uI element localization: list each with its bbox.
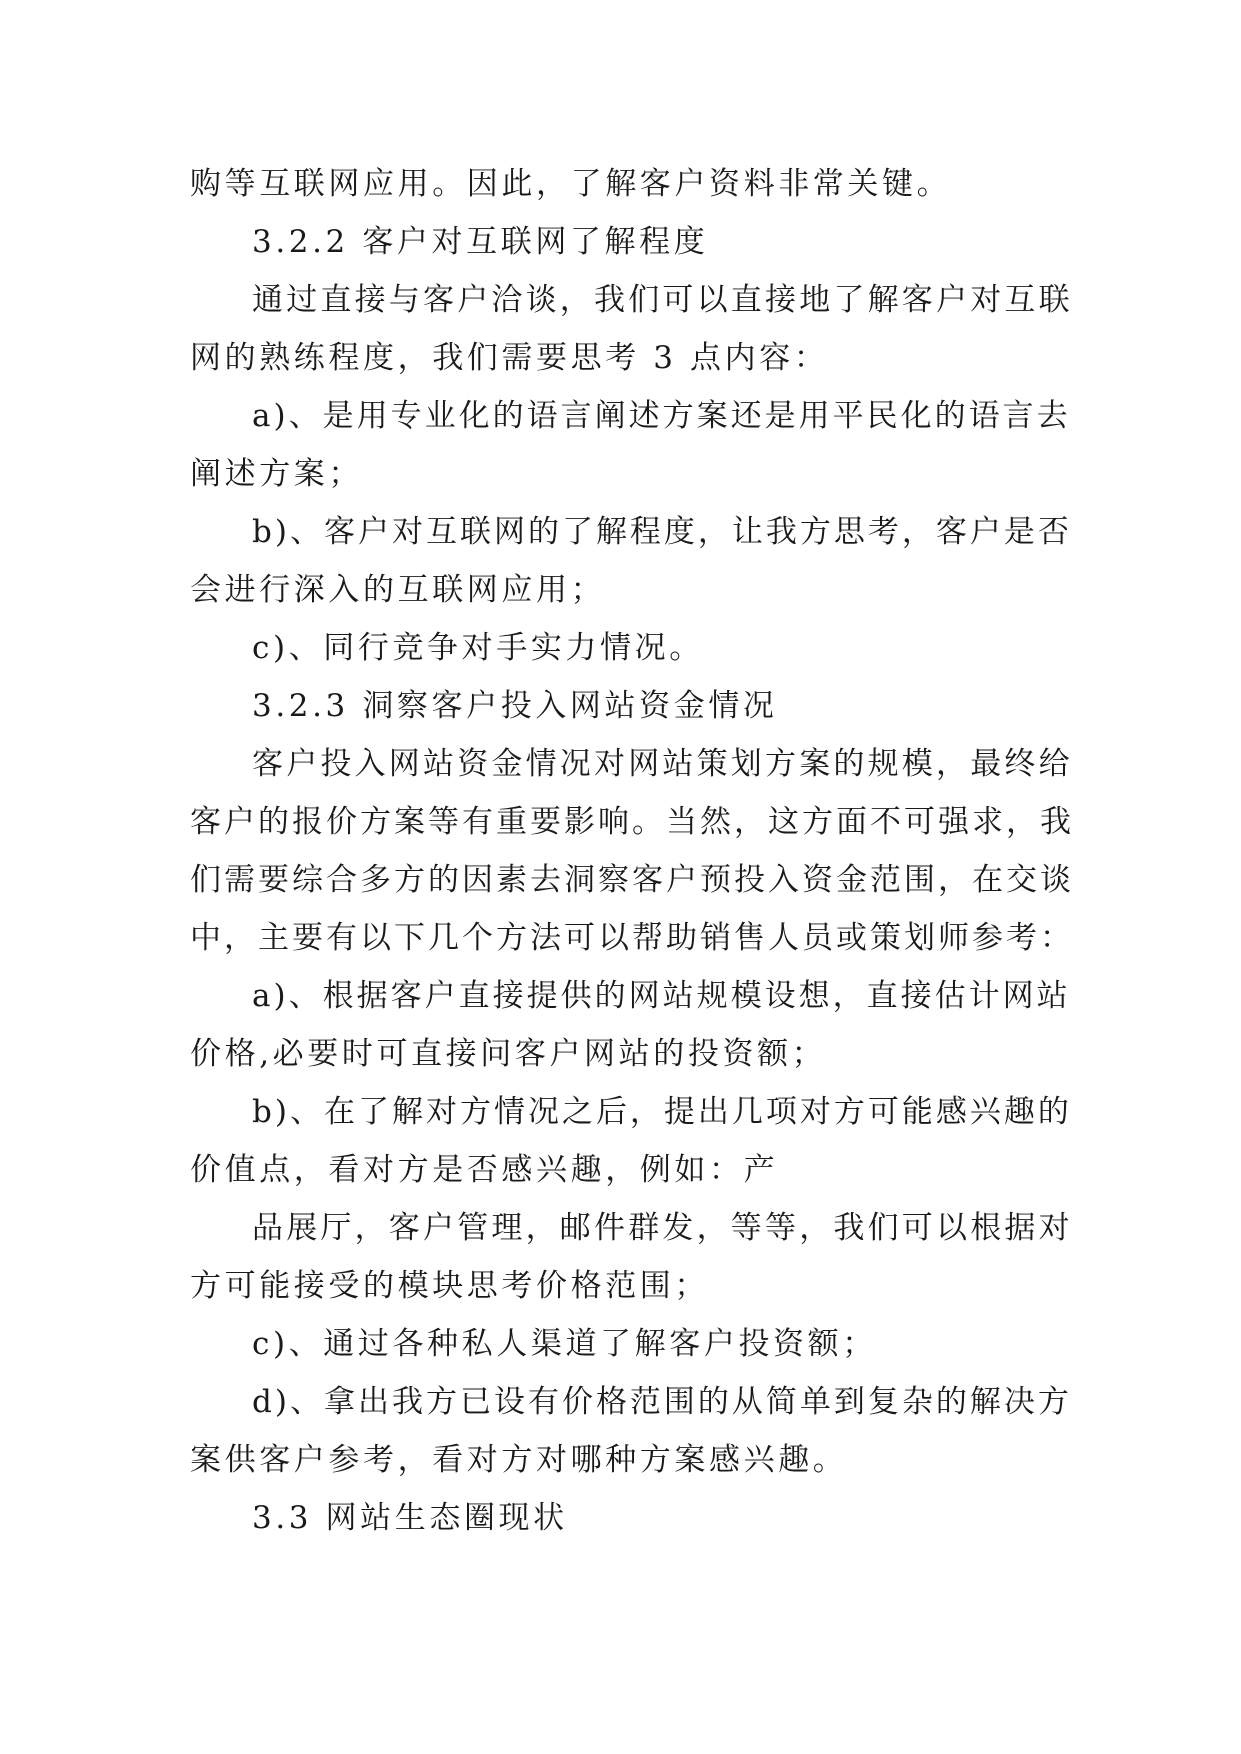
section-heading-3-3: 3.3 网站生态圈现状 (252, 1500, 568, 1536)
list-item-b-line: b)、客户对互联网的了解程度，让我方思考，客户是否 (252, 514, 1072, 550)
list-item-b-line: 会进行深入的互联网应用； (190, 572, 606, 608)
list-item-d-line: 案供客户参考，看对方对哪种方案感兴趣。 (190, 1442, 848, 1478)
list-item-c-line: c)、通过各种私人渠道了解客户投资额； (252, 1326, 877, 1362)
list-item-b-line: 方可能接受的模块思考价格范围； (190, 1268, 709, 1304)
list-item-b-line: b)、在了解对方情况之后，提出几项对方可能感兴趣的 (252, 1094, 1072, 1130)
body-line-continuation: 购等互联网应用。因此，了解客户资料非常关键。 (190, 166, 952, 202)
paragraph-line: 客户投入网站资金情况对网站策划方案的规模，最终给 (252, 746, 1073, 782)
list-item-d-line: d)、拿出我方已设有价格范围的从简单到复杂的解决方 (252, 1384, 1072, 1420)
paragraph-line: 网的熟练程度，我们需要思考 3 点内容： (190, 340, 829, 376)
list-item-a-line: 价格,必要时可直接问客户网站的投资额； (190, 1036, 827, 1072)
paragraph-line: 客户的报价方案等有重要影响。当然，这方面不可强求，我 (190, 804, 1074, 840)
paragraph-line: 中，主要有以下几个方法可以帮助销售人员或策划师参考： (190, 920, 1074, 956)
section-heading-3-2-2: 3.2.2 客户对互联网了解程度 (252, 224, 709, 260)
list-item-c-line: c)、同行竞争对手实力情况。 (252, 630, 704, 666)
list-item-a-line: a)、根据客户直接提供的网站规模设想，直接估计网站 (252, 978, 1071, 1014)
section-heading-3-2-3: 3.2.3 洞察客户投入网站资金情况 (252, 688, 778, 724)
paragraph-line: 们需要综合多方的因素去洞察客户预投入资金范围，在交谈 (190, 862, 1074, 898)
paragraph-line: 通过直接与客户洽谈，我们可以直接地了解客户对互联 (252, 282, 1073, 318)
list-item-a-line: a)、是用专业化的语言阐述方案还是用平民化的语言去 (252, 398, 1071, 434)
list-item-a-line: 阐述方案； (190, 456, 363, 492)
list-item-b-line: 价值点，看对方是否感兴趣，例如：产 (190, 1152, 779, 1188)
list-item-b-line: 品展厅，客户管理，邮件群发，等等，我们可以根据对 (252, 1210, 1073, 1246)
